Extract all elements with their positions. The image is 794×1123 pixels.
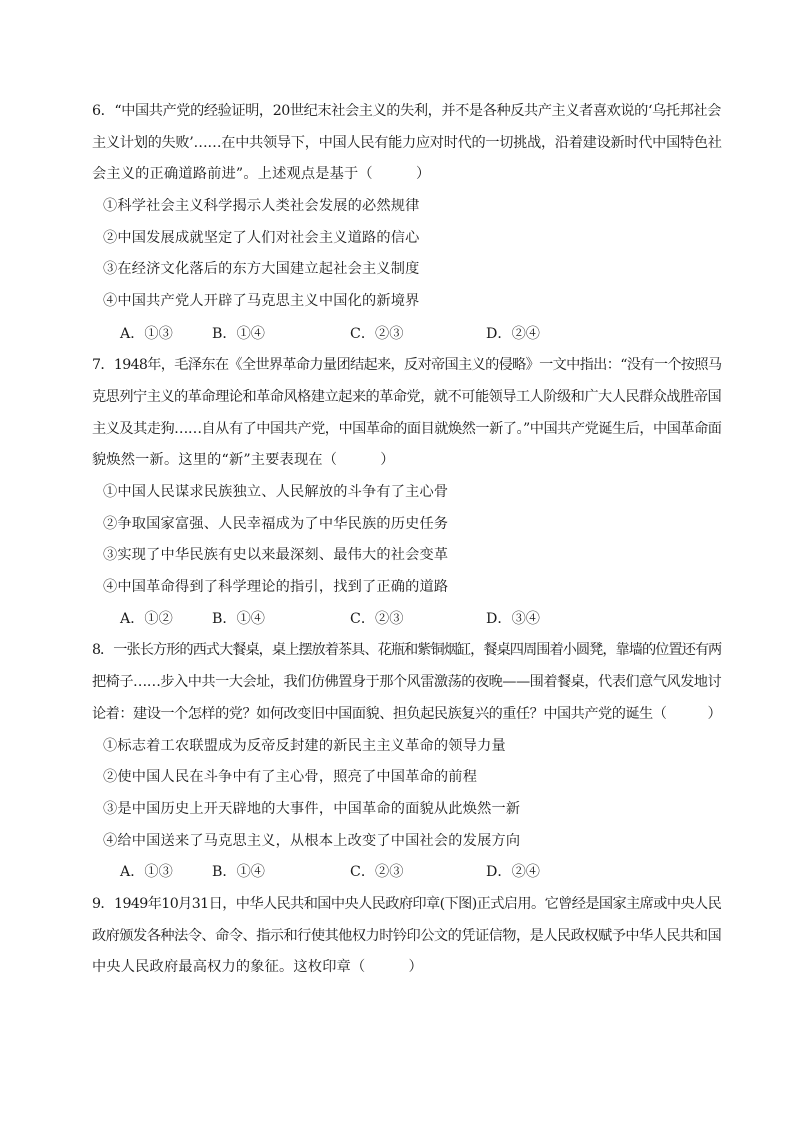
question-6-option-4: ④中国共产党人开辟了马克思主义中国化的新境界 bbox=[103, 293, 420, 309]
question-7-stem-line-4: 貌焕然一新。这里的“新”主要表现在（ ） bbox=[92, 452, 395, 468]
choice-b: B．①④ bbox=[212, 611, 265, 627]
question-9-stem-line-1: 9．1949年10月31日，中华人民共和国中央人民政府印章(下图)正式启用。它曾经是国家主席或中央人民 bbox=[92, 896, 722, 912]
question-6-option-1: ①科学社会主义科学揭示人类社会发展的必然规律 bbox=[103, 198, 420, 214]
choice-d: D．②④ bbox=[486, 864, 540, 880]
question-6-stem-line-1: 6．“中国共产党的经验证明，20世纪末社会主义的失利，并不是各种反共产主义者喜欢说的‘乌托邦社会 bbox=[92, 103, 721, 119]
question-7-stem-line-1: 7．1948年，毛泽东在《全世界革命力量团结起来，反对帝国主义的侵略》一文中指出：“没有一个按照马 bbox=[92, 357, 722, 373]
question-6-stem-line-2: 主义计划的失败’……在中共领导下，中国人民有能力应对时代的一切挑战，沿着建设新时代中国特色社 bbox=[92, 135, 722, 151]
question-6-option-2: ②中国发展成就坚定了人们对社会主义道路的信心 bbox=[103, 230, 420, 246]
choice-a: A．①③ bbox=[120, 326, 173, 342]
choice-c: C．②③ bbox=[350, 611, 404, 627]
choice-a: A．①③ bbox=[120, 864, 173, 880]
question-7-option-2: ②争取国家富强、人民幸福成为了中华民族的历史任务 bbox=[103, 516, 449, 532]
question-9-stem-line-2: 政府颁发各种法令、命令、指示和行使其他权力时钤印公文的凭证信物，是人民政权赋予中华人民共和国 bbox=[92, 928, 722, 944]
question-8-option-3: ③是中国历史上开天辟地的大事件，中国革命的面貌从此焕然一新 bbox=[103, 801, 521, 817]
choice-b: B．①④ bbox=[212, 864, 265, 880]
question-8-stem-line-2: 把椅子……步入中共一大会址，我们仿佛置身于那个风雷激荡的夜晚——围着餐桌，代表们意气风发地讨 bbox=[92, 674, 722, 690]
choice-c: C．②③ bbox=[350, 864, 404, 880]
question-6-stem-line-3: 会主义的正确道路前进”。上述观点是基于（ ） bbox=[92, 166, 431, 182]
choice-b: B．①④ bbox=[212, 326, 265, 342]
question-6-option-3: ③在经济文化落后的东方大国建立起社会主义制度 bbox=[103, 261, 420, 277]
choice-d: D．③④ bbox=[486, 611, 540, 627]
question-9-stem-line-3: 中央人民政府最高权力的象征。这枚印章（ ） bbox=[92, 959, 423, 975]
choice-c: C．②③ bbox=[350, 326, 404, 342]
question-7-option-1: ①中国人民谋求民族独立、人民解放的斗争有了主心骨 bbox=[103, 484, 449, 500]
question-8-option-4: ④给中国送来了马克思主义，从根本上改变了中国社会的发展方向 bbox=[103, 833, 521, 849]
choice-a: A．①② bbox=[120, 611, 173, 627]
choice-d: D．②④ bbox=[486, 326, 540, 342]
question-7-option-4: ④中国革命得到了科学理论的指引，找到了正确的道路 bbox=[103, 579, 449, 595]
question-7-stem-line-3: 主义及其走狗……自从有了中国共产党，中国革命的面目就焕然一新了。”中国共产党诞生后，中国革命面 bbox=[92, 421, 722, 437]
question-7-option-3: ③实现了中华民族有史以来最深刻、最伟大的社会变革 bbox=[103, 547, 449, 563]
question-7-stem-line-2: 克思列宁主义的革命理论和革命风格建立起来的革命党，就不可能领导工人阶级和广大人民群众战胜帝国 bbox=[92, 389, 722, 405]
question-8-stem-line-1: 8．一张长方形的西式大餐桌，桌上摆放着茶具、花瓶和紫铜烟缸，餐桌四周围着小圆凳，靠墙的位置还有两 bbox=[92, 642, 722, 658]
question-8-option-2: ②使中国人民在斗争中有了主心骨，照亮了中国革命的前程 bbox=[103, 769, 478, 785]
question-8-option-1: ①标志着工农联盟成为反帝反封建的新民主主义革命的领导力量 bbox=[103, 738, 506, 754]
question-8-stem-line-3: 论着：建设一个怎样的党？如何改变旧中国面貌、担负起民族复兴的重任？中国共产党的诞生（ ） bbox=[92, 706, 722, 722]
